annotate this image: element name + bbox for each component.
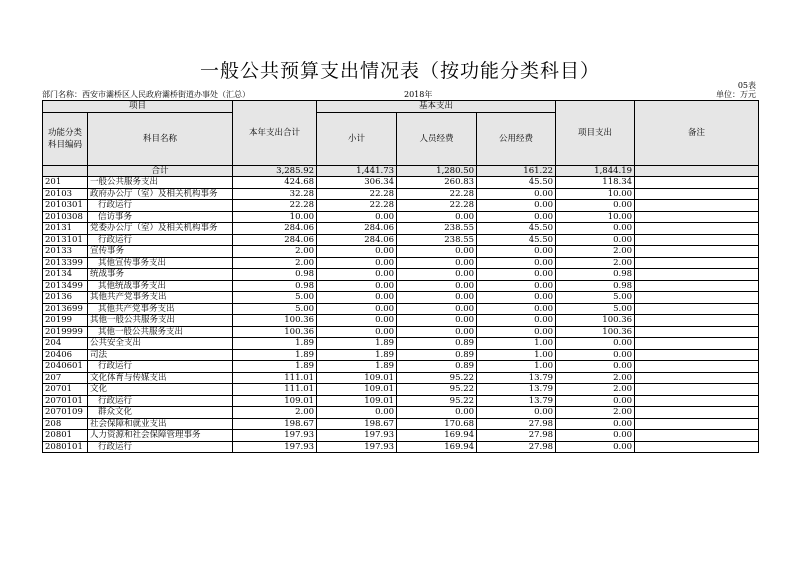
row-name: 其他共产党事务支出: [88, 292, 233, 304]
row-total: 2.00: [233, 246, 317, 258]
row-subtotal: 0.00: [317, 292, 397, 304]
row-subtotal: 109.01: [317, 395, 397, 407]
row-code: 2013499: [43, 280, 88, 292]
table-row: [43, 418, 759, 430]
row-subtotal: 197.93: [317, 430, 397, 442]
row-total: 22.28: [233, 200, 317, 212]
row-subtotal: 109.01: [317, 372, 397, 384]
row-remark: [635, 303, 759, 315]
row-code: 20103: [43, 188, 88, 200]
row-name: 其他统战事务支出: [88, 280, 233, 292]
row-code: 2040601: [43, 361, 88, 373]
row-project: 0.00: [556, 338, 635, 350]
row-project: 0.00: [556, 234, 635, 246]
row-public: 13.79: [477, 384, 556, 396]
page-title: 一般公共预算支出情况表（按功能分类科目）: [199, 60, 600, 82]
row-remark: [635, 372, 759, 384]
header-public: 公用经费: [477, 112, 556, 165]
row-remark: [635, 349, 759, 361]
table-row: [43, 315, 759, 327]
row-project: 0.98: [556, 280, 635, 292]
row-code: 20801: [43, 430, 88, 442]
row-name: 宣传事务: [88, 246, 233, 258]
row-public: 0.00: [477, 407, 556, 419]
expenditure-table: [42, 100, 759, 453]
row-project: 0.00: [556, 441, 635, 453]
row-name: 其他一般公共服务支出: [88, 326, 233, 338]
row-personnel: 260.83: [397, 177, 477, 189]
row-subtotal: 0.00: [317, 407, 397, 419]
row-subtotal: 109.01: [317, 384, 397, 396]
row-subtotal: 284.06: [317, 234, 397, 246]
row-name: 司法: [88, 349, 233, 361]
row-name: 其他宣传事务支出: [88, 257, 233, 269]
row-total: 197.93: [233, 441, 317, 453]
row-personnel: 169.94: [397, 441, 477, 453]
row-project: 2.00: [556, 257, 635, 269]
header-name: 科目名称: [88, 112, 233, 165]
row-remark: [635, 269, 759, 281]
row-public: 13.79: [477, 395, 556, 407]
row-public: 0.00: [477, 211, 556, 223]
header-subtotal: 小计: [317, 112, 397, 165]
row-subtotal: 197.93: [317, 441, 397, 453]
row-total: 5.00: [233, 303, 317, 315]
row-remark: [635, 280, 759, 292]
row-public: 45.50: [477, 177, 556, 189]
row-project: 0.98: [556, 269, 635, 281]
row-code: 20136: [43, 292, 88, 304]
row-public: 0.00: [477, 280, 556, 292]
table-row: [43, 223, 759, 235]
row-total: 1.89: [233, 338, 317, 350]
row-public: 27.98: [477, 430, 556, 442]
row-total: 284.06: [233, 234, 317, 246]
row-project: 0.00: [556, 395, 635, 407]
table-row: [43, 234, 759, 246]
row-remark: [635, 223, 759, 235]
row-public: 0.00: [477, 188, 556, 200]
row-project: 0.00: [556, 349, 635, 361]
row-code: 20133: [43, 246, 88, 258]
header-code: 功能分类科目编码: [43, 112, 88, 165]
row-subtotal: 0.00: [317, 315, 397, 327]
row-remark: [635, 257, 759, 269]
row-remark: [635, 430, 759, 442]
row-remark: [635, 315, 759, 327]
row-total: 10.00: [233, 211, 317, 223]
row-project: 5.00: [556, 303, 635, 315]
row-project: 2.00: [556, 407, 635, 419]
row-project: 0.00: [556, 361, 635, 373]
row-name: 行政运行: [88, 395, 233, 407]
row-name: 行政运行: [88, 361, 233, 373]
row-personnel: 95.22: [397, 384, 477, 396]
row-total: 0.98: [233, 280, 317, 292]
row-name: 党委办公厅（室）及相关机构事务: [88, 223, 233, 235]
row-name: 其他共产党事务支出: [88, 303, 233, 315]
row-code: 20134: [43, 269, 88, 281]
fiscal-year: 2018年: [404, 90, 433, 99]
row-code: 2080101: [43, 441, 88, 453]
row-name: 统战事务: [88, 269, 233, 281]
unit-label: 单位：万元: [716, 90, 756, 99]
row-remark: [635, 292, 759, 304]
row-remark: [635, 188, 759, 200]
row-remark: [635, 384, 759, 396]
row-public: 0.00: [477, 269, 556, 281]
row-project: 0.00: [556, 223, 635, 235]
header-project: 项目: [43, 101, 233, 113]
row-total: 2.00: [233, 257, 317, 269]
row-code: 20199: [43, 315, 88, 327]
row-public: 1.00: [477, 349, 556, 361]
row-name: 公共安全支出: [88, 338, 233, 350]
row-code: 20406: [43, 349, 88, 361]
row-name: 行政运行: [88, 234, 233, 246]
header-remark: 备注: [635, 101, 759, 166]
table-row: [43, 349, 759, 361]
row-personnel: 0.89: [397, 349, 477, 361]
row-subtotal: 22.28: [317, 188, 397, 200]
row-total: 5.00: [233, 292, 317, 304]
row-remark: [635, 326, 759, 338]
header-project-expenditure: 项目支出: [556, 101, 635, 166]
row-personnel: 95.22: [397, 372, 477, 384]
row-subtotal: 22.28: [317, 200, 397, 212]
header-personnel: 人员经费: [397, 112, 477, 165]
row-subtotal: 306.34: [317, 177, 397, 189]
row-public: 0.00: [477, 257, 556, 269]
total-row: [43, 165, 759, 177]
row-code: 20131: [43, 223, 88, 235]
row-total: 0.98: [233, 269, 317, 281]
row-public: 45.50: [477, 234, 556, 246]
total-project: 1,844.19: [556, 165, 635, 177]
table-row: [43, 246, 759, 258]
row-subtotal: 0.00: [317, 326, 397, 338]
total-public: 161.22: [477, 165, 556, 177]
row-public: 0.00: [477, 315, 556, 327]
row-name: 社会保障和就业支出: [88, 418, 233, 430]
total-code: [43, 165, 88, 177]
row-total: 1.89: [233, 349, 317, 361]
row-code: 208: [43, 418, 88, 430]
row-total: 100.36: [233, 315, 317, 327]
row-public: 1.00: [477, 338, 556, 350]
row-name: 文化体育与传媒支出: [88, 372, 233, 384]
row-personnel: 0.89: [397, 361, 477, 373]
row-personnel: 0.00: [397, 303, 477, 315]
meta-bar: [42, 89, 758, 100]
table-row: [43, 407, 759, 419]
total-label: 合计: [88, 165, 233, 177]
row-code: 2013699: [43, 303, 88, 315]
department-name: 部门名称：西安市灞桥区人民政府灞桥街道办事处（汇总）: [42, 90, 250, 99]
row-total: 2.00: [233, 407, 317, 419]
row-subtotal: 198.67: [317, 418, 397, 430]
row-subtotal: 0.00: [317, 257, 397, 269]
row-remark: [635, 234, 759, 246]
row-subtotal: 0.00: [317, 246, 397, 258]
row-personnel: 0.00: [397, 269, 477, 281]
table-row: [43, 384, 759, 396]
row-remark: [635, 361, 759, 373]
row-personnel: 22.28: [397, 188, 477, 200]
row-remark: [635, 407, 759, 419]
row-personnel: 0.00: [397, 326, 477, 338]
row-remark: [635, 200, 759, 212]
row-name: 人力资源和社会保障管理事务: [88, 430, 233, 442]
row-project: 10.00: [556, 211, 635, 223]
row-total: 32.28: [233, 188, 317, 200]
row-personnel: 0.00: [397, 407, 477, 419]
row-subtotal: 0.00: [317, 303, 397, 315]
row-project: 10.00: [556, 188, 635, 200]
row-personnel: 169.94: [397, 430, 477, 442]
row-code: 2013399: [43, 257, 88, 269]
row-total: 100.36: [233, 326, 317, 338]
row-name: 行政运行: [88, 441, 233, 453]
table-row: [43, 430, 759, 442]
table-row: [43, 257, 759, 269]
row-project: 0.00: [556, 200, 635, 212]
table-row: [43, 338, 759, 350]
total-amount: 3,285.92: [233, 165, 317, 177]
row-subtotal: 0.00: [317, 269, 397, 281]
table-code: 05表: [737, 81, 756, 90]
row-personnel: 238.55: [397, 234, 477, 246]
table-row: [43, 303, 759, 315]
row-public: 1.00: [477, 361, 556, 373]
row-personnel: 0.89: [397, 338, 477, 350]
total-subtotal: 1,441.73: [317, 165, 397, 177]
row-code: 204: [43, 338, 88, 350]
row-total: 111.01: [233, 384, 317, 396]
row-code: 20701: [43, 384, 88, 396]
row-code: 2019999: [43, 326, 88, 338]
row-code: 2070101: [43, 395, 88, 407]
row-code: 2010301: [43, 200, 88, 212]
table-row: [43, 292, 759, 304]
row-remark: [635, 395, 759, 407]
table-row: [43, 326, 759, 338]
header-basic: 基本支出: [317, 101, 556, 113]
row-total: 111.01: [233, 372, 317, 384]
row-subtotal: 284.06: [317, 223, 397, 235]
row-subtotal: 1.89: [317, 361, 397, 373]
row-subtotal: 0.00: [317, 280, 397, 292]
row-name: 一般公共服务支出: [88, 177, 233, 189]
row-remark: [635, 441, 759, 453]
row-total: 198.67: [233, 418, 317, 430]
row-project: 2.00: [556, 246, 635, 258]
row-public: 0.00: [477, 200, 556, 212]
table-row: [43, 177, 759, 189]
row-public: 0.00: [477, 246, 556, 258]
row-total: 284.06: [233, 223, 317, 235]
row-total: 109.01: [233, 395, 317, 407]
row-total: 197.93: [233, 430, 317, 442]
table-row: [43, 200, 759, 212]
row-remark: [635, 338, 759, 350]
row-personnel: 0.00: [397, 292, 477, 304]
row-public: 27.98: [477, 418, 556, 430]
row-project: 100.36: [556, 326, 635, 338]
table-row: [43, 211, 759, 223]
row-personnel: 0.00: [397, 315, 477, 327]
row-public: 0.00: [477, 292, 556, 304]
row-remark: [635, 177, 759, 189]
row-subtotal: 1.89: [317, 349, 397, 361]
row-public: 0.00: [477, 303, 556, 315]
row-name: 信访事务: [88, 211, 233, 223]
row-public: 45.50: [477, 223, 556, 235]
row-public: 0.00: [477, 326, 556, 338]
row-name: 文化: [88, 384, 233, 396]
row-total: 1.89: [233, 361, 317, 373]
row-personnel: 0.00: [397, 280, 477, 292]
row-project: 118.34: [556, 177, 635, 189]
row-code: 201: [43, 177, 88, 189]
table-row: [43, 441, 759, 453]
row-personnel: 0.00: [397, 257, 477, 269]
row-total: 424.68: [233, 177, 317, 189]
row-name: 行政运行: [88, 200, 233, 212]
row-project: 0.00: [556, 430, 635, 442]
row-remark: [635, 418, 759, 430]
header-total: 本年支出合计: [233, 101, 317, 166]
row-project: 100.36: [556, 315, 635, 327]
row-subtotal: 0.00: [317, 211, 397, 223]
row-name: 群众文化: [88, 407, 233, 419]
table-row: [43, 372, 759, 384]
row-public: 27.98: [477, 441, 556, 453]
row-personnel: 238.55: [397, 223, 477, 235]
table-row: [43, 280, 759, 292]
row-remark: [635, 211, 759, 223]
row-project: 0.00: [556, 418, 635, 430]
row-personnel: 0.00: [397, 211, 477, 223]
row-project: 5.00: [556, 292, 635, 304]
row-personnel: 22.28: [397, 200, 477, 212]
row-personnel: 0.00: [397, 246, 477, 258]
row-subtotal: 1.89: [317, 338, 397, 350]
total-remark: [635, 165, 759, 177]
row-personnel: 170.68: [397, 418, 477, 430]
row-public: 13.79: [477, 372, 556, 384]
row-code: 2010308: [43, 211, 88, 223]
row-name: 政府办公厅（室）及相关机构事务: [88, 188, 233, 200]
row-code: 2070109: [43, 407, 88, 419]
row-project: 2.00: [556, 372, 635, 384]
row-project: 2.00: [556, 384, 635, 396]
table-row: [43, 361, 759, 373]
table-row: [43, 269, 759, 281]
total-personnel: 1,280.50: [397, 165, 477, 177]
row-name: 其他一般公共服务支出: [88, 315, 233, 327]
row-code: 207: [43, 372, 88, 384]
row-code: 2013101: [43, 234, 88, 246]
table-row: [43, 395, 759, 407]
row-personnel: 95.22: [397, 395, 477, 407]
table-row: [43, 188, 759, 200]
row-remark: [635, 246, 759, 258]
